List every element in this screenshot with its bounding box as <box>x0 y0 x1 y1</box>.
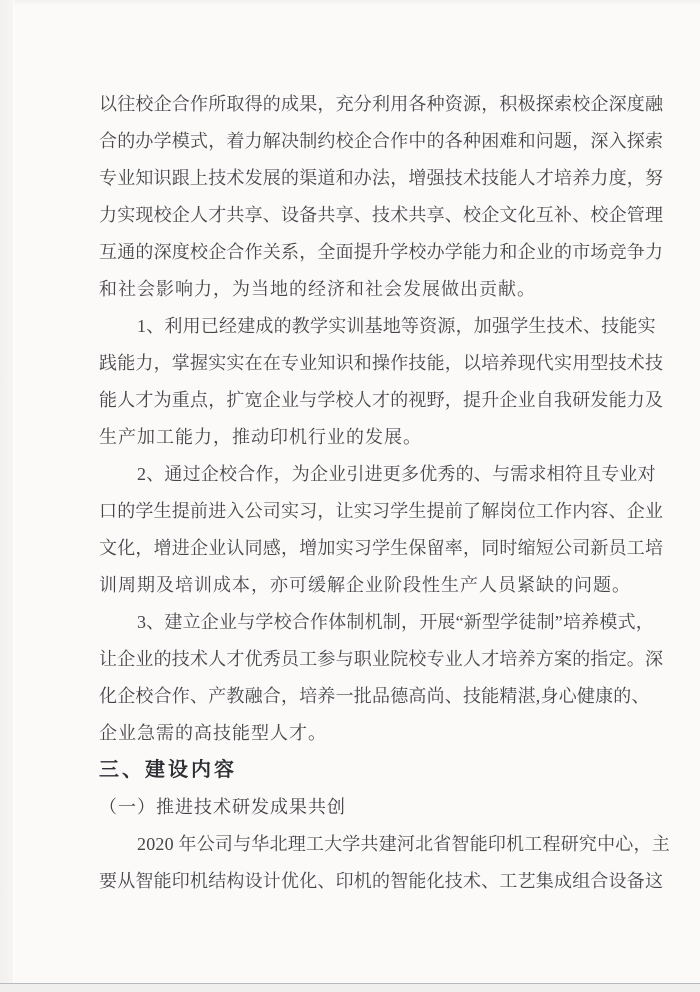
text-line: 和社会影响力，为当地的经济和社会发展做出贡献。 <box>99 279 536 299</box>
text-line: 要从智能印机结构设计优化、印机的智能化技术、工艺集成组合设备这 <box>99 871 664 891</box>
text-line: 化企校合作、产教融合，培养一批品德高尚、技能精湛,身心健康的、 <box>99 686 650 706</box>
text-line: 以往校企合作所取得的成果，充分利用各种资源，积极探索校企深度融 <box>99 94 664 114</box>
text-line: 生产加工能力，推动印机行业的发展。 <box>99 427 422 447</box>
subsection-heading: （一）推进技术研发成果共创 <box>99 797 346 817</box>
text-line: 互通的深度校企合作关系，全面提升学校办学能力和企业的市场竞争力 <box>99 242 664 262</box>
text-line: 1、利用已经建成的教学实训基地等资源，加强学生技术、技能实 <box>137 316 656 336</box>
text-line: 践能力，掌握实实在在专业知识和操作技能，以培养现代实用型技术技 <box>99 353 664 373</box>
section-heading: 三、建设内容 <box>99 759 237 781</box>
document-text-block <box>99 86 670 900</box>
text-line: 能人才为重点，扩宽企业与学校人才的视野，提升企业自我研发能力及 <box>99 390 664 410</box>
page-left-edge <box>0 0 14 983</box>
text-line: 专业知识跟上技术发展的渠道和办法，增强技术技能人才培养力度，努 <box>99 168 664 188</box>
text-line: 2、通过企校合作，为企业引进更多优秀的、与需求相符且专业对 <box>137 464 656 484</box>
text-line: 2020 年公司与华北理工大学共建河北省智能印机工程研究中心，主 <box>137 834 670 854</box>
text-line: 企业急需的高技能型人才。 <box>99 723 327 743</box>
text-line: 合的办学模式，着力解决制约校企合作中的各种困难和问题，深入探索 <box>99 131 664 151</box>
text-line: 文化，增进企业认同感，增加实习学生保留率，同时缩短公司新员工培 <box>99 538 664 558</box>
text-line: 力实现校企人才共享、设备共享、技术共享、校企文化互补、校企管理 <box>99 205 664 225</box>
text-line: 让企业的技术人才优秀员工参与职业院校专业人才培养方案的指定。深 <box>99 649 664 669</box>
text-line: 训周期及培训成本，亦可缓解企业阶段性生产人员紧缺的问题。 <box>99 575 631 595</box>
text-line: 口的学生提前进入公司实习，让实习学生提前了解岗位工作内容、企业 <box>99 501 664 521</box>
page-top-edge <box>0 0 700 6</box>
text-line: 3、建立企业与学校合作体制机制，开展“新型学徒制”培养模式， <box>137 612 654 632</box>
